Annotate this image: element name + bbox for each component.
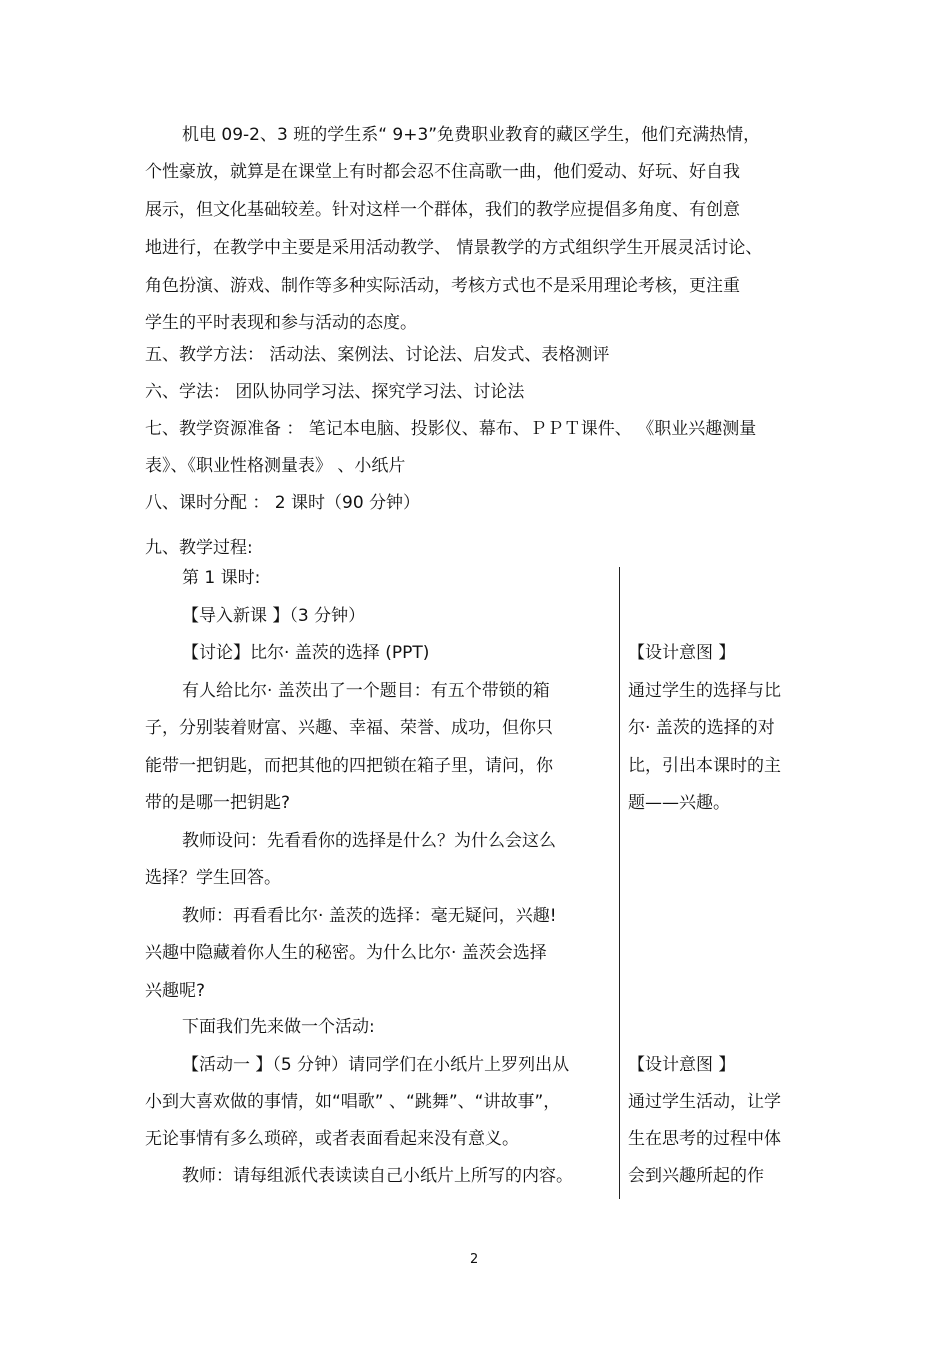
design-intent-heading: 【设计意图 】 bbox=[628, 1055, 736, 1075]
intro-line: 角色扮演、游戏、制作等多种实际活动，考核方式也不是采用理论考核，更注重 bbox=[145, 276, 740, 296]
design-intent-line: 尔· 盖茨的选择的对 bbox=[628, 718, 775, 738]
section-learning: 六、学法： 团队协同学习法、探究学习法、讨论法 bbox=[145, 382, 525, 402]
lesson-line: 子，分别装着财富、兴趣、幸福、荣誉、成功，但你只 bbox=[145, 718, 553, 738]
column-divider bbox=[619, 567, 620, 1199]
lesson-line: 小到大喜欢做的事情，如“唱歌” 、“跳舞”、“讲故事”， bbox=[145, 1092, 561, 1112]
lesson-line: 教师：请每组派代表读读自己小纸片上所写的内容。 bbox=[182, 1166, 573, 1186]
design-intent-line: 通过学生的选择与比 bbox=[628, 681, 781, 701]
lesson-line: 下面我们先来做一个活动: bbox=[182, 1017, 375, 1037]
section-resources: 七、教学资源准备 ： 笔记本电脑、投影仪、幕布、ＰＰＴ课件、 《职业兴趣测量 bbox=[145, 419, 757, 439]
lesson-line: 能带一把钥匙，而把其他的四把锁在箱子里，请问，你 bbox=[145, 756, 553, 776]
lesson-line: 选择？学生回答。 bbox=[145, 868, 281, 888]
design-intent-line: 题——兴趣。 bbox=[628, 793, 730, 813]
lesson-line: 【讨论】比尔· 盖茨的选择 (PPT) bbox=[182, 643, 430, 663]
section-hours: 八、课时分配 ： 2 课时（90 分钟） bbox=[145, 493, 421, 513]
section-process: 九、教学过程: bbox=[145, 538, 253, 558]
intro-line: 个性豪放，就算是在课堂上有时都会忍不住高歌一曲，他们爱动、好玩、好自我 bbox=[145, 162, 740, 182]
section-resources-cont: 表》、《职业性格测量表》 、小纸片 bbox=[145, 456, 406, 476]
design-intent-line: 比，引出本课时的主 bbox=[628, 756, 781, 776]
design-intent-line: 通过学生活动，让学 bbox=[628, 1092, 781, 1112]
intro-line: 学生的平时表现和参与活动的态度。 bbox=[145, 313, 417, 333]
lesson-line: 兴趣中隐藏着你人生的秘密。为什么比尔· 盖茨会选择 bbox=[145, 943, 547, 963]
lesson-line: 带的是哪一把钥匙? bbox=[145, 793, 291, 813]
section-methods: 五、教学方法： 活动法、案例法、讨论法、启发式、表格测评 bbox=[145, 345, 610, 365]
page-number: 2 bbox=[470, 1252, 479, 1267]
lesson-line: 第 1 课时: bbox=[182, 568, 261, 588]
intro-line: 机电 09-2、3 班的学生系“ 9+3”免费职业教育的藏区学生，他们充满热情， bbox=[182, 125, 761, 145]
lesson-line: 兴趣呢? bbox=[145, 981, 206, 1001]
lesson-line: 有人给比尔· 盖茨出了一个题目：有五个带锁的箱 bbox=[182, 681, 550, 701]
lesson-line: 教师：再看看比尔· 盖茨的选择：毫无疑问，兴趣! bbox=[182, 906, 557, 926]
lesson-line: 无论事情有多么琐碎，或者表面看起来没有意义。 bbox=[145, 1129, 519, 1149]
design-intent-line: 生在思考的过程中体 bbox=[628, 1129, 781, 1149]
design-intent-heading: 【设计意图 】 bbox=[628, 643, 736, 663]
design-intent-line: 会到兴趣所起的作 bbox=[628, 1166, 764, 1186]
lesson-line: 【导入新课 】（3 分钟） bbox=[182, 606, 366, 626]
intro-line: 展示，但文化基础较差。针对这样一个群体，我们的教学应提倡多角度、有创意 bbox=[145, 200, 740, 220]
intro-line: 地进行，在教学中主要是采用活动教学、 情景教学的方式组织学生开展灵活讨论、 bbox=[145, 238, 763, 258]
lesson-line: 【活动一 】（5 分钟）请同学们在小纸片上罗列出从 bbox=[182, 1055, 570, 1075]
lesson-line: 教师设问：先看看你的选择是什么？为什么会这么 bbox=[182, 831, 556, 851]
